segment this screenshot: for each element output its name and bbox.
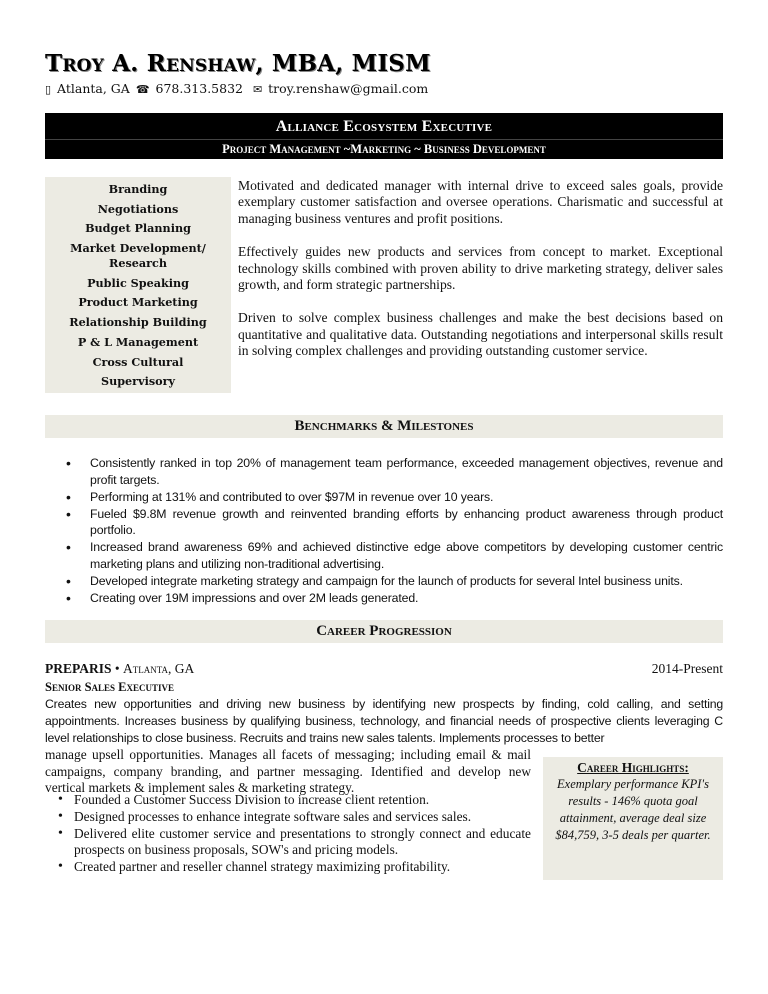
benchmarks-list [45,455,723,607]
phone-icon: ☎ [135,83,150,96]
skill-item: P & L Management [77,334,199,349]
contact-phone[interactable]: 678.313.5832 [155,81,243,96]
summary-paragraph: Driven to solve complex business challenges and make the best decisions based on quantitative and qualitative data. Outstanding negotiations and interpersonal skills result in solving complex challenges and providing outstanding customer service. [238,310,723,359]
skill-item: Budget Planning [85,221,191,236]
career-highlights-box [543,757,723,880]
job-description: Creates new opportunities and driving new business by identifying new prospects by finding, cold calling, and setting appointments. Increases business by qualifying business, technology, and financial needs of prospective clients leveraging C level relationships to close business. Recruits and trains new sales talents. Implements processes to better [45,697,723,745]
name-last-initial: R [146,50,167,77]
summary-paragraph: Motivated and dedicated manager with internal drive to exceed sales goals, provide exemplary customer satisfaction and oversee operations. Charismatic and successful at managing business ventures and profit positions. [238,178,723,226]
skill-item: Market Development/ Research [70,241,206,271]
benchmark-item: • Developed integrate marketing strategy and campaign for the launch of products for several Intel business units. [45,573,723,590]
career-highlights-heading: Career Highlights: [577,760,689,775]
title-banner [45,113,723,159]
bullet-separator-icon: • [114,661,120,676]
candidate-name [45,50,431,77]
name-last-rest: ENSHAW [166,56,256,76]
benchmark-item: • Fueled $9.8M revenue growth and reinvented branding efforts by enhancing product awareness through product portfolio. [45,506,723,539]
section-heading-career: Career Progression [45,620,723,643]
location-icon: ▯ [45,83,52,96]
envelope-icon: ✉ [252,83,263,96]
name-first-initial: T [45,50,63,77]
job-achievement-item: • Founded a Customer Success Division to increase client retention. [45,792,531,809]
job-description-continued: manage upsell opportunities. Manages all facets of messaging; including email & mail campaigns, company branding, and partner messaging. Identified and develop new vertical markets & implement sales & marketing strategy. [45,747,531,795]
skill-item: Supervisory [101,374,175,389]
name-suffix: , MBA, MISM [255,50,431,77]
skills-list [45,177,231,389]
benchmark-item: • Performing at 131% and contributed to over $97M in revenue over 10 years. [45,489,723,506]
skill-item: Relationship Building [69,315,207,330]
job-dates: 2014-Present [651,661,723,676]
job-achievement-item: • Delivered elite customer service and presentations to strongly connect and educate prospects on business proposals, SOW's and pricing models. [45,826,531,860]
skill-item: Cross Cultural [92,354,184,369]
summary-paragraph: Effectively guides new products and services from concept to market. Exceptional technology skills combined with proven ability to drive marketing strategy, deliver sales growth, and form strategic partnerships. [238,244,723,293]
benchmark-item: • Creating over 19M impressions and over 2M leads generated. [45,590,723,607]
section-heading-benchmarks: Benchmarks & Milestones [45,415,723,438]
banner-divider [45,139,723,140]
job-achievement-item: • Designed processes to enhance integrate software sales and services sales. [45,809,531,826]
job-title: Senior Sales Executive [45,680,175,694]
job-achievements-list [45,792,531,876]
skill-item: Branding [108,182,168,196]
skill-item: Public Speaking [87,275,189,290]
skill-item: Product Marketing [78,295,198,310]
banner-title: Alliance Ecosystem Executive [275,118,493,135]
career-highlights-body: Exemplary performance KPI's results - 146% quota goal attainment, average deal size $84,759, 3-5 deals per quarter. [555,777,711,842]
benchmark-item: • Increased brand awareness 69% and achieved distinctive edge above competitors by developing customer centric marketing plans and utilizing non-traditional advertising. [45,539,723,572]
contact-email[interactable]: troy.renshaw@gmail.com [268,81,429,96]
job-location: Atlanta, GA [123,661,195,676]
professional-summary [238,178,723,377]
contact-line [45,81,430,96]
contact-location: Atlanta, GA [57,81,130,96]
job-company: PREPARIS [45,661,112,676]
job-achievement-item: • Created partner and reseller channel strategy maximizing profitability. [45,859,531,876]
benchmark-item: • Consistently ranked in top 20% of management team performance, exceeded management objectives, revenue and profit targets. [45,455,723,488]
banner-subtitle: Project Management ~Marketing ~ Business Development [222,142,546,156]
skills-panel [45,177,231,393]
name-middle: A. [104,50,147,77]
name-first-rest: ROY [62,56,105,76]
job-header [45,661,723,677]
skill-item: Negotiations [97,201,179,216]
